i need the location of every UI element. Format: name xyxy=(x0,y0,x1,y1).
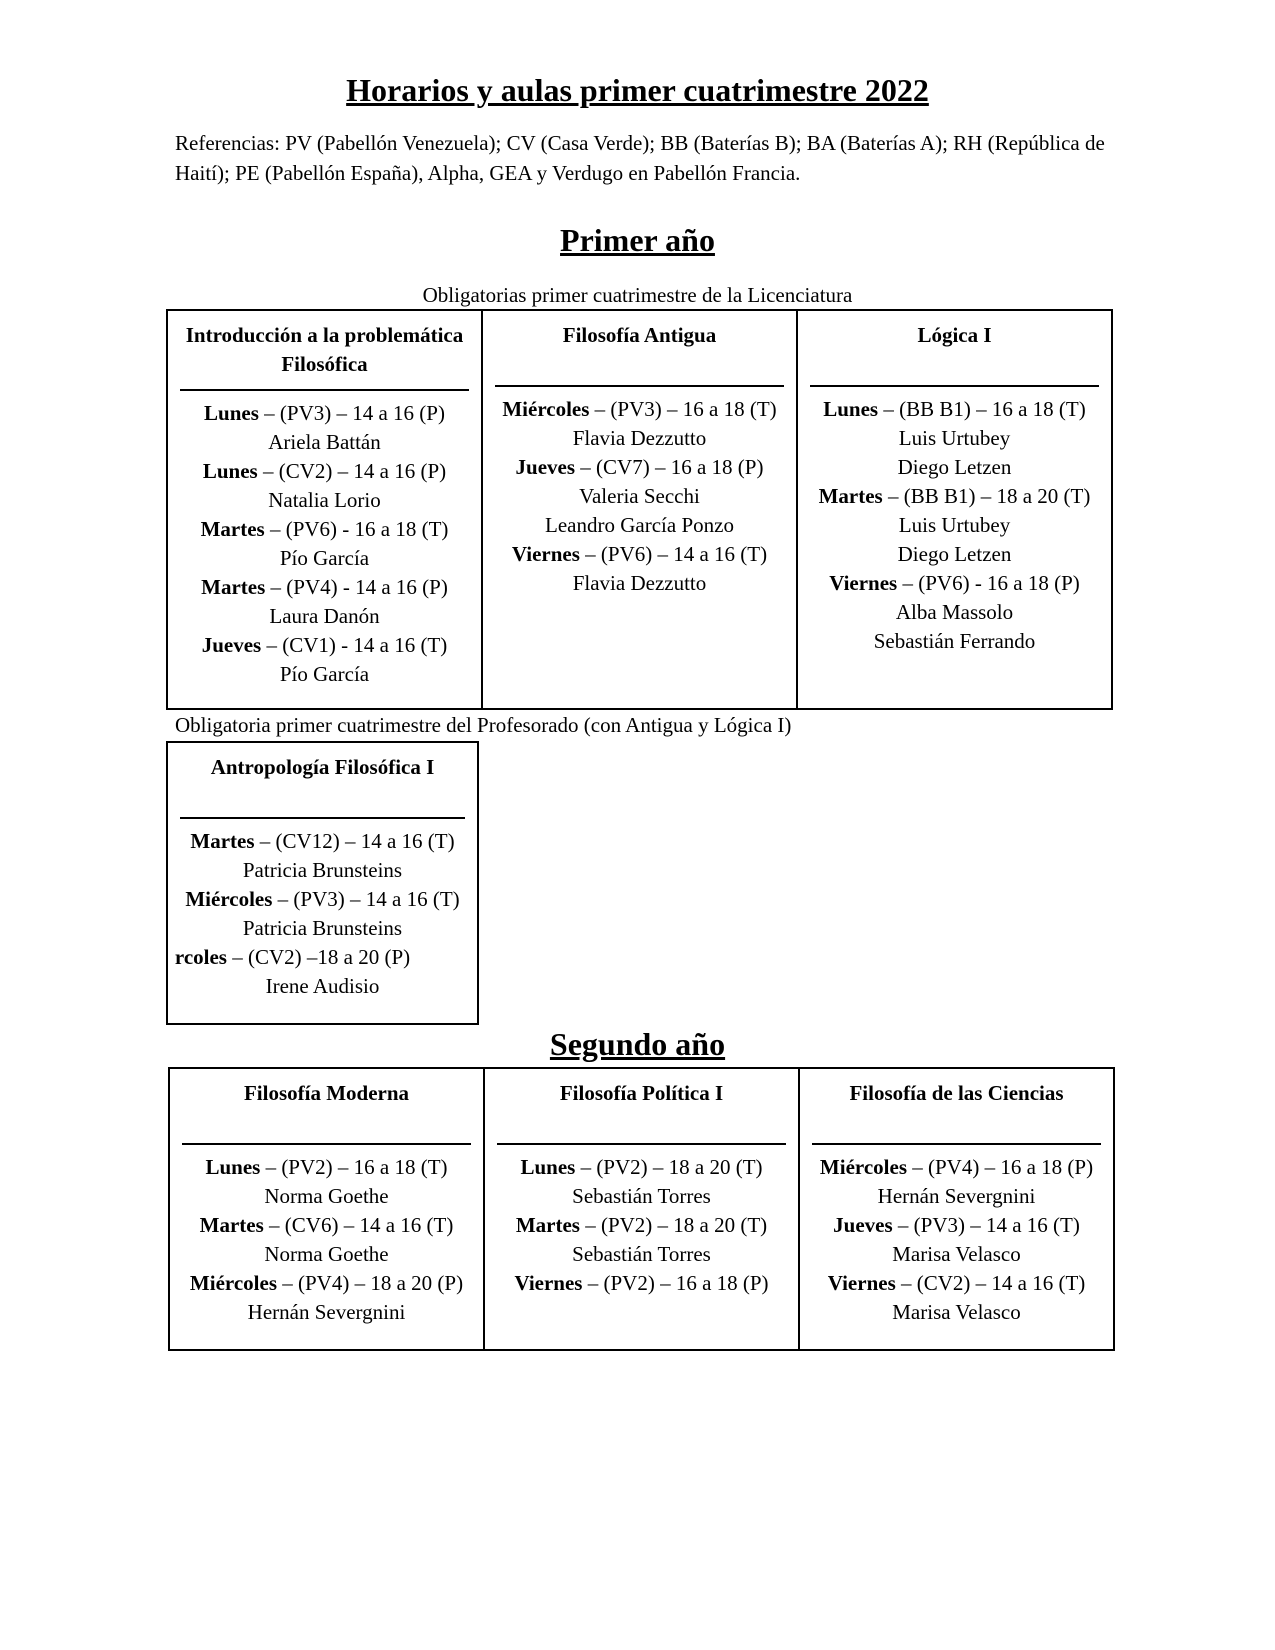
course-cell xyxy=(797,310,1112,709)
schedule-entry xyxy=(182,1269,471,1298)
teacher-names: Sebastián Torres xyxy=(572,1184,711,1208)
document-title: Horarios y aulas primer cuatrimestre 2022 xyxy=(346,72,929,108)
day-label: Miércoles xyxy=(185,887,273,911)
course-name: Antropología Filosófica I xyxy=(180,753,465,819)
room-time: – (PV4) – 16 a 18 (P) xyxy=(907,1155,1094,1179)
schedule-entry xyxy=(495,453,784,482)
primer-ano-heading: Primer año xyxy=(560,222,715,258)
course-name: Filosofía Antigua xyxy=(495,321,784,387)
room-time: – (PV6) - 16 a 18 (T) xyxy=(264,517,449,541)
teacher-names: Marisa Velasco xyxy=(892,1242,1021,1266)
segundo-ano-table xyxy=(168,1067,1115,1351)
teacher-names: Sebastián Torres xyxy=(572,1242,711,1266)
teacher-names: Norma Goethe xyxy=(264,1242,389,1266)
day-label: Martes xyxy=(818,484,883,508)
course-cell xyxy=(482,310,797,709)
course-cell xyxy=(167,742,478,1024)
day-label: Martes xyxy=(515,1213,580,1237)
schedule-entry xyxy=(810,569,1099,598)
room-time: – (CV2) – 14 a 16 (P) xyxy=(257,459,447,483)
room-time: – (CV12) – 14 a 16 (T) xyxy=(254,829,455,853)
schedule-entries xyxy=(812,1145,1101,1327)
schedule-entry xyxy=(810,482,1099,511)
segundo-ano-heading: Segundo año xyxy=(549,1026,726,1062)
room-time: – (CV7) – 16 a 18 (P) xyxy=(575,455,764,479)
day-label: Martes xyxy=(199,1213,264,1237)
schedule-entry xyxy=(497,1153,786,1182)
room-time: – (PV2) – 16 a 18 (P) xyxy=(582,1271,769,1295)
schedule-entries xyxy=(497,1145,786,1298)
teacher-names: Irene Audisio xyxy=(265,974,380,998)
schedule-entry xyxy=(182,1211,471,1240)
course-name: Lógica I xyxy=(810,321,1099,387)
schedule-entries xyxy=(180,391,469,689)
room-time: – (PV3) – 14 a 16 (T) Patricia Brunsteins xyxy=(242,887,460,940)
day-label: Miércoles xyxy=(819,1155,907,1179)
teacher-names: Valeria Secchi Leandro García Ponzo xyxy=(545,484,734,537)
schedule-entry xyxy=(495,395,784,424)
room-time: – (CV1) - 14 a 16 (T) xyxy=(261,633,448,657)
teacher-names: Norma Goethe xyxy=(264,1184,389,1208)
room-time: – (PV4) - 14 a 16 (P) xyxy=(265,575,448,599)
schedule-entries xyxy=(495,387,784,598)
day-label: Viernes xyxy=(511,542,580,566)
schedule-entry xyxy=(180,573,469,602)
teacher-names: Pío García xyxy=(279,662,370,686)
schedule-entries xyxy=(182,1145,471,1327)
schedule-entry xyxy=(497,1269,786,1298)
room-time: – (PV3) – 14 a 16 (T) xyxy=(892,1213,1080,1237)
teacher-names: Luis Urtubey Diego Letzen xyxy=(897,426,1012,479)
room-time: – (CV2) – 14 a 16 (T) xyxy=(895,1271,1086,1295)
teacher-names: Laura Danón xyxy=(269,604,380,628)
schedule-entries xyxy=(174,819,465,1001)
room-time: – (BB B1) – 18 a 20 (T) xyxy=(882,484,1091,508)
day-label: Lunes xyxy=(202,459,258,483)
room-time: – (PV2) – 16 a 18 (T) xyxy=(260,1155,448,1179)
schedule-entry xyxy=(180,885,465,943)
room-time: – (PV2) – 18 a 20 (T) xyxy=(575,1155,763,1179)
teacher-names: Marisa Velasco xyxy=(892,1300,1021,1324)
course-name: Filosofía Política I xyxy=(497,1079,786,1145)
day-label: Jueves xyxy=(201,633,262,657)
schedule-entry xyxy=(810,395,1099,424)
day-label: Lunes xyxy=(823,397,879,421)
day-label: Martes xyxy=(201,575,266,599)
schedule-entry xyxy=(497,1211,786,1240)
schedule-entry xyxy=(812,1153,1101,1182)
schedule-entry xyxy=(812,1269,1101,1298)
day-label: Jueves xyxy=(515,455,576,479)
teacher-names: Hernán Severgnini xyxy=(877,1184,1036,1208)
teacher-names: Natalia Lorio xyxy=(268,488,381,512)
course-cell xyxy=(799,1068,1114,1350)
day-label: Viernes xyxy=(829,571,898,595)
day-label: rcoles xyxy=(174,945,227,969)
room-time: – (PV3) – 16 a 18 (T) xyxy=(589,397,777,421)
day-label: Martes xyxy=(200,517,265,541)
day-label: Lunes xyxy=(520,1155,576,1179)
teacher-names: Luis Urtubey Diego Letzen xyxy=(897,513,1012,566)
schedule-entry xyxy=(167,943,465,972)
schedule-entry xyxy=(180,515,469,544)
licenciatura-caption: Obligatorias primer cuatrimestre de la Licenciatura xyxy=(422,283,853,307)
course-cell xyxy=(484,1068,799,1350)
schedule-entry xyxy=(180,399,469,428)
room-time: – (PV6) - 16 a 18 (P) xyxy=(897,571,1080,595)
course-cell xyxy=(167,310,482,709)
teacher-names: Flavia Dezzutto xyxy=(572,426,707,450)
room-time: – (BB B1) – 16 a 18 (T) xyxy=(878,397,1086,421)
course-name: Filosofía Moderna xyxy=(182,1079,471,1145)
teacher-names: Flavia Dezzutto xyxy=(572,571,707,595)
room-time: – (PV4) – 18 a 20 (P) xyxy=(277,1271,464,1295)
teacher-names: Hernán Severgnini xyxy=(247,1300,406,1324)
schedule-entry xyxy=(180,827,465,856)
course-name: Introducción a la problemática Filosófica xyxy=(180,321,469,391)
day-label: Jueves xyxy=(833,1213,893,1237)
schedule-entry xyxy=(182,1153,471,1182)
room-time: – (CV6) – 14 a 16 (T) xyxy=(263,1213,454,1237)
room-time: – (CV2) –18 a 20 (P) xyxy=(226,945,411,969)
day-label: Lunes xyxy=(205,1155,261,1179)
profesorado-caption: Obligatoria primer cuatrimestre del Profesorado (con Antigua y Lógica I) xyxy=(175,713,792,737)
day-label: Martes xyxy=(190,829,255,853)
references-paragraph: Referencias: PV (Pabellón Venezuela); CV (Casa Verde); BB (Baterías B); BA (Baterías A); RH (República de Haití); PE (Pabellón España), Alpha, GEA y Verdugo en Pabellón Francia. xyxy=(175,131,1105,185)
profesorado-table xyxy=(166,741,479,1025)
room-time: – (PV6) – 14 a 16 (T) xyxy=(579,542,768,566)
schedule-entry xyxy=(180,631,469,660)
day-label: Viernes xyxy=(827,1271,896,1295)
teacher-names: Patricia Brunsteins xyxy=(242,858,403,882)
schedule-entries xyxy=(810,387,1099,656)
teacher-names: Ariela Battán xyxy=(268,430,381,454)
teacher-names: Pío García xyxy=(279,546,370,570)
course-name: Filosofía de las Ciencias xyxy=(812,1079,1101,1145)
room-time: – (PV3) – 14 a 16 (P) xyxy=(258,401,445,425)
day-label: Miércoles xyxy=(502,397,590,421)
primer-ano-licenciatura-table xyxy=(166,309,1113,710)
day-label: Viernes xyxy=(514,1271,583,1295)
day-label: Lunes xyxy=(204,401,259,425)
day-label: Miércoles xyxy=(189,1271,277,1295)
schedule-entry xyxy=(495,540,784,569)
room-time: – (PV2) – 18 a 20 (T) xyxy=(579,1213,768,1237)
schedule-entry xyxy=(180,457,469,486)
schedule-entry xyxy=(812,1211,1101,1240)
course-cell xyxy=(169,1068,484,1350)
teacher-names: Alba Massolo Sebastián Ferrando xyxy=(873,600,1036,653)
